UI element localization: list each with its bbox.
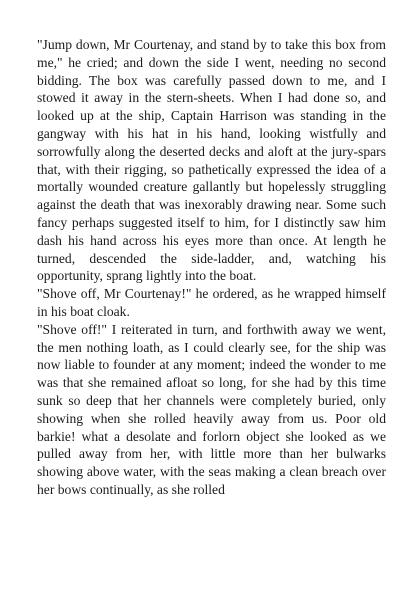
paragraph-shove-off-reply: "Shove off!" I reiterated in turn, and forthwith away we went, the men nothing loath, as I could clearly see, for the ship was now liable to founder at any moment; indeed the wonder to me was that she remained afloat so long, for she had by this time sunk so deep that her channels were completely buried, only showing when she rolled heavily away from us. Poor old barkie! what a desolate and forlorn object she looked as we pulled away from her, with little more than her bulwarks showing above water, with the seas making a clean breach over her bows continually, as she rolled [37,321,386,497]
book-page [37,36,386,499]
paragraph-jump-down: "Jump down, Mr Courtenay, and stand by to take this box from me," he cried; and down the side I went, needing no second bidding. The box was carefully passed down to me, and I stowed it away in the stern-sheets. When I had done so, and looked up at the ship, Captain Harrison was standing in the gangway with his hat in his hand, looking wistfully and sorrowfully along the deserted decks and aloft at the jury-spars that, with their rigging, so pathetically expressed the idea of a mortally wounded creature gallantly but hopelessly struggling against the death that was inexorably drawing near. Some such fancy perhaps suggested itself to him, for I distinctly saw him dash his hand across his eyes more than once. At length he turned, descended the side-ladder, and, watching his opportunity, sprang lightly into the boat. [37,37,386,284]
paragraph-shove-off-order: "Shove off, Mr Courtenay!" he ordered, as he wrapped himself in his boat cloak. [37,286,386,319]
